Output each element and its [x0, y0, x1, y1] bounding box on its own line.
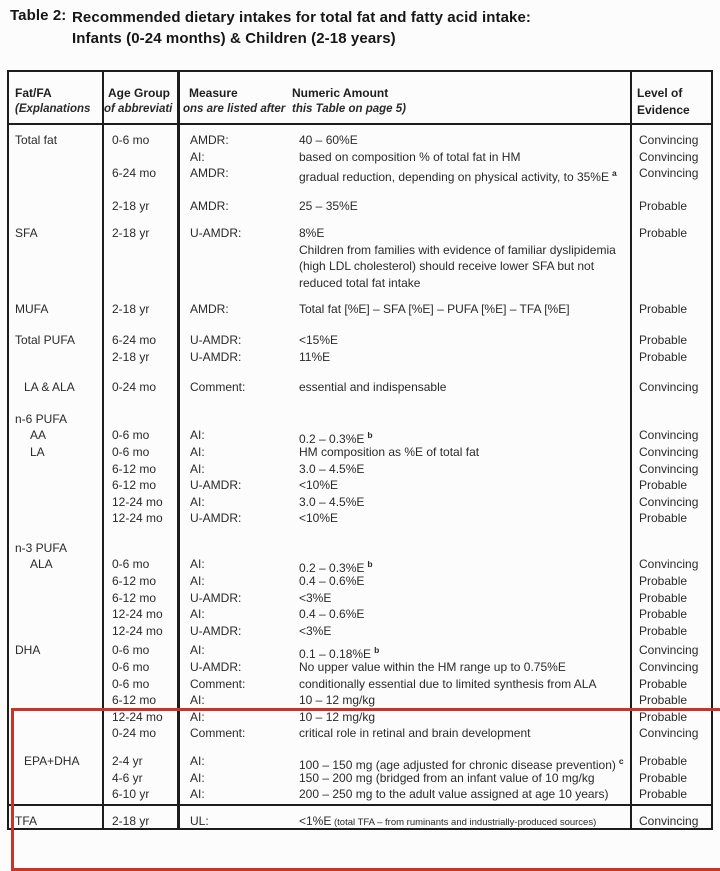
- cell-fat-label: MUFA: [15, 302, 49, 317]
- cell-fat-label: n-3 PUFA: [15, 540, 68, 555]
- table-section-mufa: [9, 301, 711, 318]
- cell-evidence: Probable: [639, 574, 688, 589]
- table-row: [9, 332, 711, 349]
- cell-measure: U-AMDR:: [190, 660, 242, 675]
- table-section-total-fat: [9, 132, 711, 215]
- cell-measure: U-AMDR:: [190, 478, 242, 493]
- table-row: [9, 275, 711, 292]
- cell-age-group: 12-24 mo: [112, 607, 163, 622]
- cell-fat-label: [9, 590, 102, 607]
- cell-evidence: Probable: [639, 709, 688, 724]
- dietary-intake-table: [7, 70, 713, 830]
- table-row: [9, 444, 711, 461]
- table-row: [9, 770, 711, 787]
- header-note-part-2: of abbreviati: [104, 103, 173, 115]
- cell-evidence: [630, 275, 715, 292]
- cell-age-group: [102, 149, 178, 166]
- cell-fat-label: [9, 258, 102, 275]
- cell-measure: Comment:: [190, 380, 246, 395]
- cell-evidence: Convincing: [639, 494, 699, 509]
- cell-measure: AI:: [190, 643, 205, 658]
- cell-measure: [178, 258, 292, 275]
- cell-age-group: 6-12 mo: [112, 461, 157, 476]
- header-numeric-amount: Numeric Amount: [292, 86, 389, 100]
- cell-measure: UL:: [190, 813, 209, 828]
- cell-measure: AI:: [190, 754, 205, 768]
- cell-age-group: 0-6 mo: [112, 557, 150, 572]
- table-row: [9, 606, 711, 623]
- cell-age-group: 12-24 mo: [112, 494, 163, 509]
- cell-measure: AI:: [190, 574, 205, 589]
- cell-age-group: [102, 242, 178, 259]
- table-number: Table 2:: [10, 7, 67, 24]
- cell-numeric-amount: 11%E: [299, 349, 331, 364]
- cell-age-group: 6-12 mo: [112, 693, 157, 708]
- cell-age-group: 0-6 mo: [112, 444, 150, 459]
- cell-age-group: [102, 275, 178, 292]
- footnote-marker: b: [367, 559, 373, 570]
- table-row: [9, 813, 711, 830]
- table-row: [9, 379, 711, 396]
- amount-note: (total TFA – from ruminants and industrially-produced sources): [331, 816, 597, 828]
- table-title-text: [72, 7, 531, 49]
- header-level-of: Level of: [637, 86, 683, 100]
- cell-evidence: Probable: [639, 590, 688, 605]
- table-row: [9, 132, 711, 149]
- cell-age-group: 0-6 mo: [112, 643, 150, 658]
- cell-age-group: 12-24 mo: [112, 623, 163, 638]
- cell-measure: U-AMDR:: [190, 623, 242, 638]
- cell-age-group: 12-24 mo: [112, 709, 163, 724]
- table-section-n6-pufa: [9, 411, 711, 527]
- cell-age-group: 2-18 yr: [112, 302, 150, 317]
- cell-evidence: [630, 242, 715, 259]
- cell-fat-label: EPA+DHA: [24, 754, 80, 768]
- table-row: [9, 301, 711, 318]
- cell-numeric-amount: <1%E (total TFA – from ruminants and industrially-produced sources): [299, 813, 597, 828]
- cell-fat-label: [9, 786, 102, 803]
- header-age-group: Age Group: [108, 86, 170, 100]
- cell-fat-label: LA: [30, 444, 45, 459]
- table-row: [9, 540, 711, 557]
- table-title: [10, 7, 531, 49]
- cell-age-group: 12-24 mo: [112, 511, 163, 526]
- cell-evidence: Probable: [639, 676, 688, 691]
- cell-measure: AMDR:: [190, 133, 229, 147]
- cell-age-group: 0-6 mo: [112, 676, 150, 691]
- table-row: [9, 725, 711, 742]
- table-row: [9, 573, 711, 590]
- cell-measure: AI:: [190, 693, 205, 708]
- cell-numeric-amount: [292, 411, 630, 428]
- cell-evidence: Convincing: [639, 461, 699, 476]
- cell-numeric-amount: gradual reduction, depending on physical activity, to 35%E $^a$: [299, 168, 617, 185]
- cell-evidence: Probable: [639, 770, 688, 785]
- cell-numeric-amount: <10%E: [299, 478, 339, 493]
- cell-numeric-amount: 0.2 – 0.3%E $^b$: [299, 559, 373, 576]
- cell-numeric-amount: conditionally essential due to limited synthesis from ALA: [299, 676, 597, 691]
- cell-numeric-amount: essential and indispensable: [299, 380, 447, 395]
- cell-evidence: Convincing: [639, 133, 699, 147]
- cell-numeric-amount: (high LDL cholesterol) should receive lower SFA but not: [299, 259, 595, 274]
- cell-numeric-amount: <15%E: [299, 332, 339, 347]
- cell-numeric-amount: based on composition % of total fat in HM: [299, 149, 521, 164]
- header-note-part-3: ons are listed after: [183, 103, 286, 115]
- cell-measure: [178, 411, 292, 428]
- cell-evidence: Probable: [639, 607, 688, 622]
- header-measure: Measure: [189, 86, 238, 100]
- cell-evidence: Convincing: [639, 428, 699, 443]
- cell-measure: Comment:: [190, 726, 246, 741]
- cell-fat-label: [9, 149, 102, 166]
- cell-numeric-amount: 200 – 250 mg to the adult value assigned at age 10 years): [299, 787, 609, 802]
- table-row: [9, 692, 711, 709]
- cell-numeric-amount: 10 – 12 mg/kg: [299, 693, 376, 708]
- cell-evidence: Convincing: [639, 380, 699, 395]
- table-row: [9, 225, 711, 242]
- table-row: [9, 242, 711, 259]
- cell-evidence: Probable: [639, 754, 688, 768]
- cell-age-group: 0-6 mo: [112, 428, 150, 443]
- cell-fat-label: [9, 461, 102, 478]
- cell-fat-label: [9, 659, 102, 676]
- header-note-part-4: this Table on page 5): [292, 103, 406, 115]
- cell-fat-label: [9, 198, 102, 215]
- cell-age-group: 4-6 yr: [112, 770, 143, 785]
- cell-evidence: Probable: [639, 623, 688, 638]
- table-row: [9, 494, 711, 511]
- cell-age-group: 6-12 mo: [112, 574, 157, 589]
- cell-measure: AI:: [190, 428, 205, 443]
- cell-evidence: [630, 540, 715, 557]
- cell-fat-label: [9, 510, 102, 527]
- cell-evidence: Convincing: [639, 643, 699, 658]
- cell-evidence: Probable: [639, 693, 688, 708]
- cell-numeric-amount: 0.4 – 0.6%E: [299, 607, 365, 622]
- cell-evidence: Probable: [639, 478, 688, 493]
- cell-fat-label: [9, 709, 102, 726]
- cell-fat-label: Total fat: [15, 133, 58, 147]
- table-row: [9, 676, 711, 693]
- cell-measure: AI:: [190, 494, 205, 509]
- cell-age-group: 2-18 yr: [112, 225, 150, 240]
- cell-evidence: Convincing: [639, 149, 699, 164]
- cell-fat-label: [9, 242, 102, 259]
- cell-age-group: 0-24 mo: [112, 726, 157, 741]
- cell-fat-label: [9, 494, 102, 511]
- table-row: [9, 709, 711, 726]
- cell-measure: Comment:: [190, 676, 246, 691]
- cell-numeric-amount: HM composition as %E of total fat: [299, 444, 480, 459]
- cell-evidence: Probable: [639, 225, 688, 240]
- cell-measure: U-AMDR:: [190, 225, 242, 240]
- footnote-marker: b: [374, 645, 380, 656]
- cell-numeric-amount: 150 – 200 mg (bridged from an infant value of 10 mg/kg: [299, 770, 595, 785]
- cell-measure: [178, 242, 292, 259]
- table-row: [9, 165, 711, 185]
- cell-evidence: Probable: [639, 787, 688, 802]
- cell-fat-label: TFA: [15, 813, 38, 828]
- cell-numeric-amount: 0.2 – 0.3%E $^b$: [299, 430, 373, 447]
- cell-measure: AMDR:: [190, 166, 229, 181]
- cell-fat-label: [9, 676, 102, 693]
- cell-evidence: Probable: [639, 332, 688, 347]
- cell-age-group: 2-18 yr: [112, 349, 150, 364]
- cell-numeric-amount: 100 – 150 mg (age adjusted for chronic disease prevention) $^c$: [299, 756, 624, 772]
- cell-numeric-amount: 10 – 12 mg/kg: [299, 709, 376, 724]
- cell-evidence: Convincing: [639, 444, 699, 459]
- header-note-part-1: (Explanations: [15, 103, 91, 115]
- cell-evidence: Probable: [639, 199, 688, 214]
- title-line-2: Infants (0-24 months) & Children (2-18 years): [72, 30, 396, 47]
- cell-measure: AMDR:: [190, 302, 229, 317]
- table-row: [9, 198, 711, 215]
- cell-evidence: [630, 182, 715, 199]
- cell-measure: U-AMDR:: [190, 511, 242, 526]
- cell-measure: [178, 540, 292, 557]
- table-row: [9, 623, 711, 640]
- cell-evidence: Probable: [639, 349, 688, 364]
- cell-age-group: 6-24 mo: [112, 332, 157, 347]
- cell-age-group: 6-12 mo: [112, 590, 157, 605]
- cell-age-group: 0-24 mo: [112, 380, 157, 395]
- footnote-marker: a: [611, 168, 617, 179]
- cell-evidence: Convincing: [639, 726, 699, 741]
- table-row: [9, 556, 711, 576]
- cell-evidence: Convincing: [639, 557, 699, 572]
- table-row: [9, 753, 711, 770]
- cell-fat-label: [9, 477, 102, 494]
- cell-numeric-amount: <3%E: [299, 590, 332, 605]
- table-row: [9, 659, 711, 676]
- header-fat-fa: Fat/FA: [15, 86, 52, 100]
- cell-numeric-amount: 0.4 – 0.6%E: [299, 574, 365, 589]
- cell-measure: AMDR:: [190, 199, 229, 214]
- cell-evidence: Convincing: [639, 660, 699, 675]
- cell-measure: U-AMDR:: [190, 349, 242, 364]
- cell-age-group: 6-12 mo: [112, 478, 157, 493]
- cell-fat-label: LA & ALA: [24, 380, 75, 395]
- cell-fat-label: [9, 275, 102, 292]
- cell-numeric-amount: 3.0 – 4.5%E: [299, 494, 365, 509]
- cell-fat-label: [9, 770, 102, 787]
- cell-fat-label: [9, 623, 102, 640]
- cell-age-group: [102, 182, 178, 199]
- cell-measure: AI:: [190, 787, 205, 802]
- cell-numeric-amount: 8%E: [299, 225, 325, 240]
- cell-numeric-amount: [292, 540, 630, 557]
- cell-age-group: 2-18 yr: [112, 199, 150, 214]
- cell-evidence: Convincing: [639, 813, 699, 828]
- cell-fat-label: [9, 692, 102, 709]
- cell-numeric-amount: 40 – 60%E: [299, 133, 358, 147]
- cell-fat-label: Total PUFA: [15, 332, 76, 347]
- cell-fat-label: [9, 606, 102, 623]
- cell-numeric-amount: <10%E: [299, 511, 339, 526]
- cell-evidence: Probable: [639, 302, 688, 317]
- cell-numeric-amount: Total fat [%E] – SFA [%E] – PUFA [%E] – TFA [%E]: [299, 302, 570, 317]
- table-row: [9, 477, 711, 494]
- footnote-marker: b: [367, 430, 373, 441]
- cell-numeric-amount: [292, 182, 630, 199]
- table-row: [9, 461, 711, 478]
- cell-age-group: [102, 258, 178, 275]
- cell-evidence: [630, 258, 715, 275]
- cell-age-group: [102, 411, 178, 428]
- cell-age-group: 0-6 mo: [112, 660, 150, 675]
- cell-evidence: Probable: [639, 511, 688, 526]
- cell-fat-label: [9, 573, 102, 590]
- table-row: [9, 642, 711, 662]
- cell-numeric-amount: 0.1 – 0.18%E $^b$: [299, 645, 380, 662]
- footnote-marker: c: [618, 756, 624, 766]
- table-row: [9, 590, 711, 607]
- cell-measure: AI:: [190, 444, 205, 459]
- table-section-la-ala: [9, 379, 711, 396]
- cell-measure: AI:: [190, 461, 205, 476]
- cell-numeric-amount: reduced total fat intake: [299, 275, 421, 290]
- cell-fat-label: n-6 PUFA: [15, 411, 68, 426]
- cell-numeric-amount: No upper value within the HM range up to 0.75%E: [299, 660, 566, 675]
- header-evidence: Evidence: [637, 103, 690, 117]
- cell-fat-label: [9, 725, 102, 742]
- cell-fat-label: AA: [30, 428, 47, 443]
- cell-measure: U-AMDR:: [190, 332, 242, 347]
- cell-age-group: 0-6 mo: [112, 133, 150, 147]
- table-row: [9, 411, 711, 428]
- cell-numeric-amount: 3.0 – 4.5%E: [299, 461, 365, 476]
- table-body: [9, 123, 711, 829]
- table-row: [9, 786, 711, 803]
- cell-numeric-amount: 25 – 35%E: [299, 199, 358, 214]
- cell-age-group: 6-10 yr: [112, 787, 150, 802]
- cell-age-group: [102, 540, 178, 557]
- cell-fat-label: SFA: [15, 225, 38, 240]
- cell-numeric-amount: critical role in retinal and brain development: [299, 726, 531, 741]
- cell-age-group: 2-18 yr: [112, 813, 150, 828]
- cell-fat-label: [9, 349, 102, 366]
- cell-measure: AI:: [190, 770, 205, 785]
- table-section-sfa: [9, 225, 711, 291]
- table-section-tfa: [9, 813, 711, 830]
- table-section-total-pufa: [9, 332, 711, 365]
- cell-evidence: Convincing: [639, 166, 699, 181]
- table-row: [9, 149, 711, 166]
- table-section-dha: [9, 642, 711, 742]
- table-row: [9, 258, 711, 275]
- cell-measure: U-AMDR:: [190, 590, 242, 605]
- cell-measure: AI:: [190, 557, 205, 572]
- cell-measure: AI:: [190, 149, 205, 164]
- cell-numeric-amount: <3%E: [299, 623, 332, 638]
- cell-fat-label: DHA: [15, 643, 41, 658]
- table-row: [9, 510, 711, 527]
- cell-age-group: 2-4 yr: [112, 754, 143, 768]
- cell-evidence: [630, 411, 715, 428]
- cell-measure: [178, 275, 292, 292]
- cell-measure: AI:: [190, 607, 205, 622]
- title-line-1: Recommended dietary intakes for total fat and fatty acid intake:: [72, 9, 532, 26]
- table-row: [9, 349, 711, 366]
- cell-measure: [178, 182, 292, 199]
- cell-measure: AI:: [190, 709, 205, 724]
- cell-age-group: 6-24 mo: [112, 166, 157, 181]
- table-row: [9, 427, 711, 447]
- cell-fat-label: ALA: [30, 557, 53, 572]
- table-section-n3-pufa: [9, 540, 711, 640]
- table-section-epa-dha: [9, 753, 711, 803]
- cell-numeric-amount: Children from families with evidence of familiar dyslipidemia: [299, 242, 616, 257]
- table-row: [9, 182, 711, 199]
- cell-fat-label: [9, 182, 102, 199]
